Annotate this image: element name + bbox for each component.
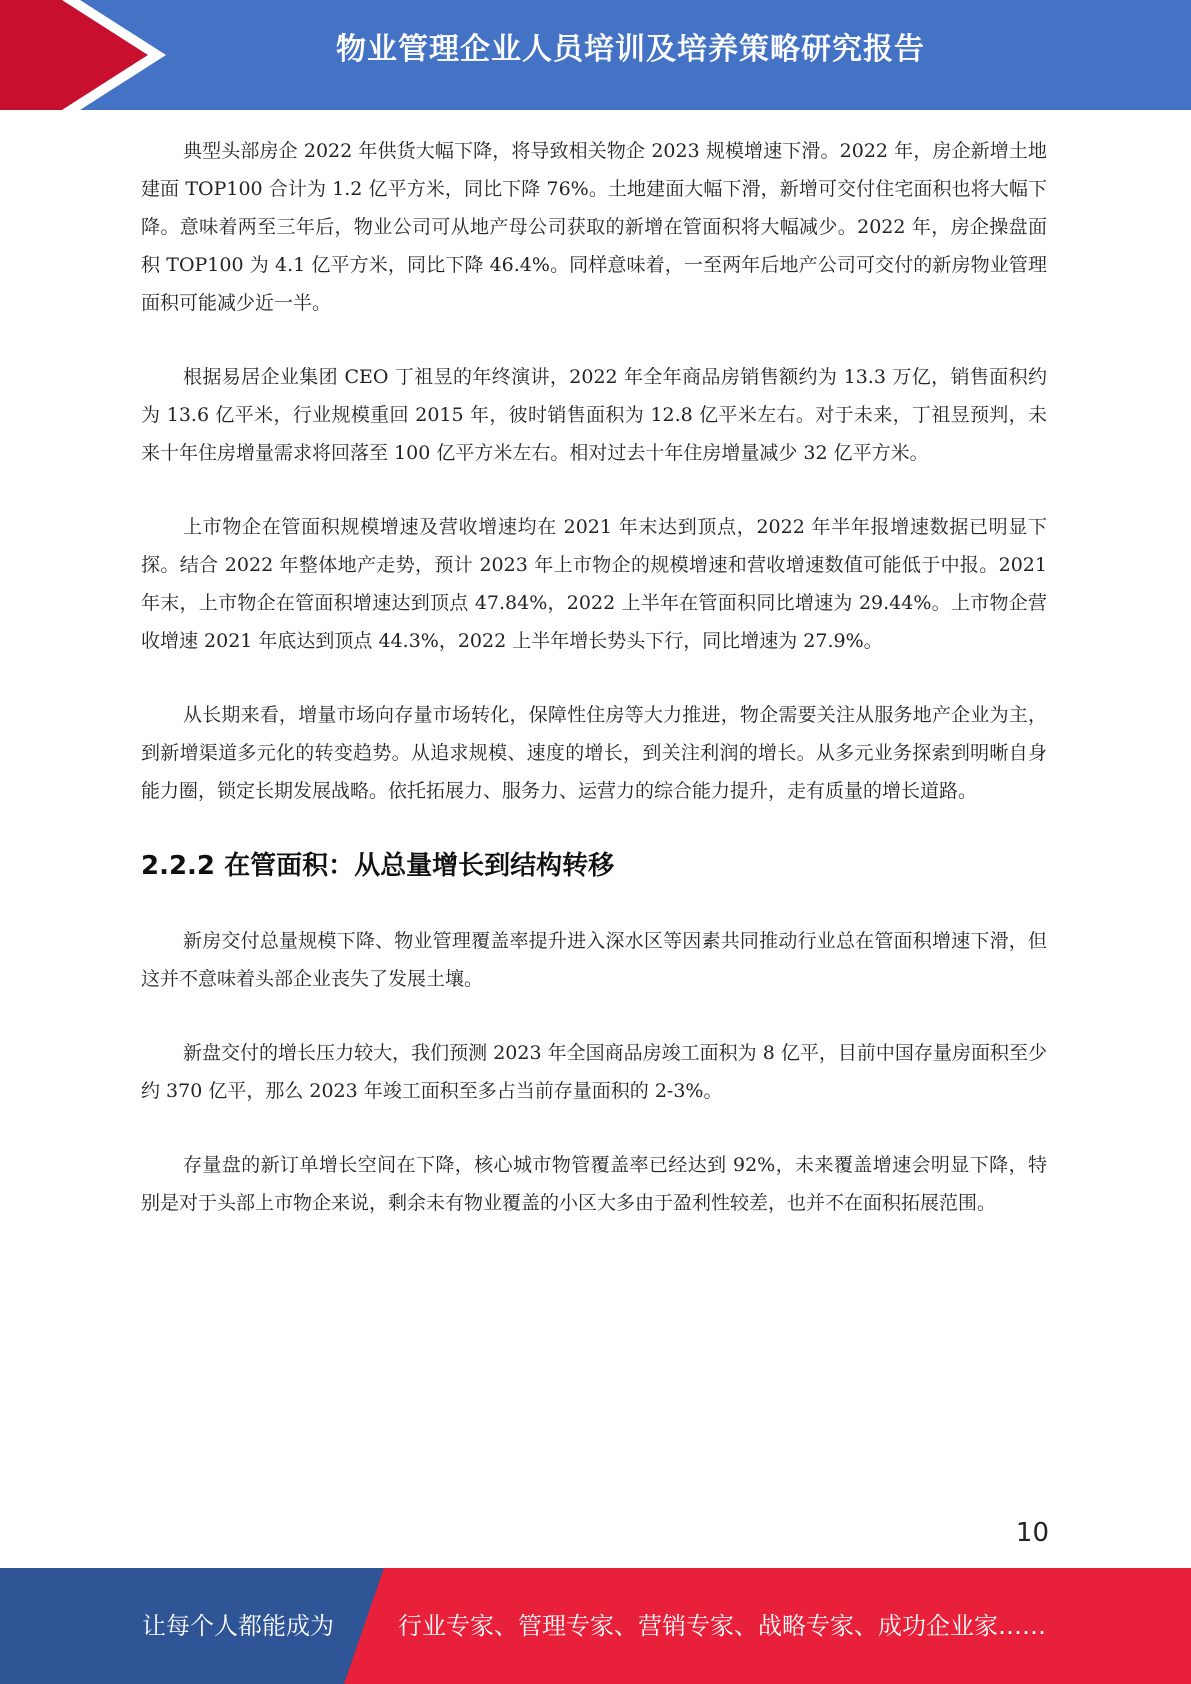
paragraph: 上市物企在管面积规模增速及营收增速均在 2021 年末达到顶点，2022 年半年报增速数据已明显下探。结合 2022 年整体地产走势，预计 2023 年上市物企的规模增速和营收增速数值可能低于中报。2021 年末，上市物企在管面积增速达到顶点 47.84%，2022 上半年在管面积同比增速为 29.44%。上市物企营收增速 2021 年底达到顶点 44.3%，2022 上半年增长势头下行，同比增速为 27.9%。	[141, 516, 1047, 652]
paragraph: 新盘交付的增长压力较大，我们预测 2023 年全国商品房竣工面积为 8 亿平，目前中国存量房面积至少约 370 亿平，那么 2023 年竣工面积至多占当前存量面积的 2-3%。	[141, 1042, 1047, 1102]
page-footer	[0, 1568, 1191, 1684]
section-heading: 2.2.2 在管面积：从总量增长到结构转移	[141, 851, 615, 881]
paragraph: 根据易居企业集团 CEO 丁祖昱的年终演讲，2022 年全年商品房销售额约为 13.3 万亿，销售面积约为 13.6 亿平米，行业规模重回 2015 年，彼时销售面积为 12.8 亿平米左右。对于未来，丁祖昱预判，未来十年住房增量需求将回落至 100 亿平方米左右。相对过去十年住房增量减少 32 亿平方米。	[141, 366, 1047, 464]
document-body	[141, 132, 1047, 1258]
footer-slogan-left: 让每个人都能成为	[142, 1612, 334, 1640]
paragraph: 新房交付总量规模下降、物业管理覆盖率提升进入深水区等因素共同推动行业总在管面积增速下滑，但这并不意味着头部企业丧失了发展土壤。	[141, 930, 1047, 990]
footer-slogan-right: 行业专家、管理专家、营销专家、战略专家、成功企业家……	[398, 1612, 1046, 1640]
page-number: 10	[1015, 1518, 1049, 1548]
header-title: 物业管理企业人员培训及培养策略研究报告	[336, 32, 925, 67]
page-header	[0, 0, 1191, 110]
paragraph: 存量盘的新订单增长空间在下降，核心城市物管覆盖率已经达到 92%，未来覆盖增速会明显下降，特别是对于头部上市物企来说，剩余未有物业覆盖的小区大多由于盈利性较差，也并不在面积拓展范围。	[141, 1154, 1047, 1214]
paragraph: 典型头部房企 2022 年供货大幅下降，将导致相关物企 2023 规模增速下滑。2022 年，房企新增土地建面 TOP100 合计为 1.2 亿平方米，同比下降 76%。土地建面大幅下滑，新增可交付住宅面积也将大幅下降。意味着两至三年后，物业公司可从地产母公司获取的新增在管面积将大幅减少。2022 年，房企操盘面积 TOP100 为 4.1 亿平方米，同比下降 46.4%。同样意味着，一至两年后地产公司可交付的新房物业管理面积可能减少近一半。	[141, 140, 1047, 314]
paragraph: 从长期来看，增量市场向存量市场转化，保障性住房等大力推进，物企需要关注从服务地产企业为主，到新增渠道多元化的转变趋势。从追求规模、速度的增长，到关注利润的增长。从多元业务探索到明晰自身能力圈，锁定长期发展战略。依托拓展力、服务力、运营力的综合能力提升，走有质量的增长道路。	[141, 704, 1047, 802]
